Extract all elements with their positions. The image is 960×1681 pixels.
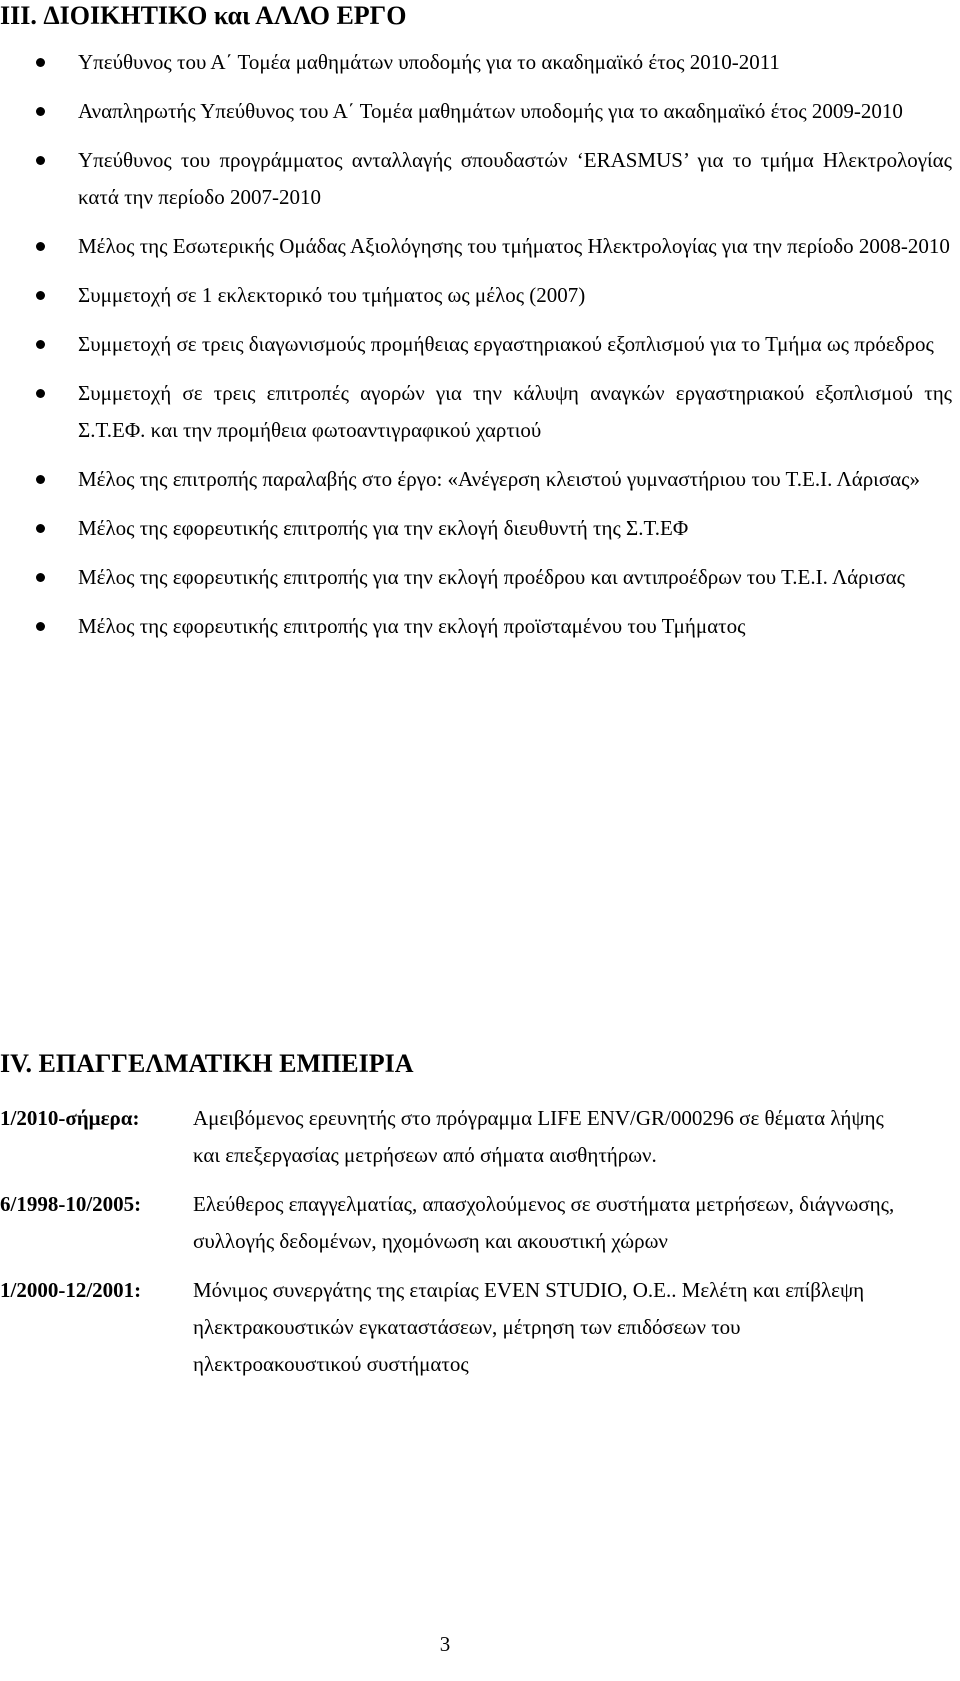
bullet-icon	[36, 573, 45, 582]
bullet-icon	[36, 340, 45, 349]
bullet-icon	[36, 58, 45, 67]
experience-description: Ελεύθερος επαγγελματίας, απασχολούμενος σε συστήματα μετρήσεων, διάγνωσης, συλλογής δεδομένων, ηχομόνωση και ακουστική χώρων	[193, 1192, 895, 1253]
experience-description: Μόνιμος συνεργάτης της εταιρίας EVEN STUDIO, O.E.. Μελέτη και επίβλεψη ηλεκτρακουστικών εγκαταστάσεων, μέτρηση των επιδόσεων του ηλεκτροακουστικού συστήματος	[193, 1278, 865, 1376]
list-item-text: Μέλος της Εσωτερικής Ομάδας Αξιολόγησης του τμήματος Ηλεκτρολογίας για την περίοδο 2008-2010	[78, 234, 950, 258]
list-item	[0, 375, 960, 449]
list-item-text: Υπεύθυνος του Α΄ Τομέα μαθημάτων υποδομής για το ακαδημαϊκό έτος 2010-2011	[78, 50, 780, 74]
list-item	[0, 44, 960, 81]
experience-entry	[0, 1100, 960, 1174]
bullet-icon	[36, 389, 45, 398]
list-item	[0, 277, 960, 314]
section-iii-heading: III. ΔΙΟΙΚΗΤΙΚΟ και ΑΛΛΟ ΕΡΓΟ	[0, 1, 407, 30]
bullet-icon	[36, 524, 45, 533]
experience-description: Αμειβόμενος ερευνητής στο πρόγραμμα LIFE ENV/GR/000296 σε θέματα λήψης και επεξεργασίας μετρήσεων από σήματα αισθητήρων.	[193, 1106, 884, 1167]
experience-period: 1/2010-σήμερα:	[0, 1106, 140, 1130]
experience-period: 1/2000-12/2001:	[0, 1278, 142, 1302]
list-item	[0, 93, 960, 130]
list-item-text: Συμμετοχή σε 1 εκλεκτορικό του τμήματος ως μέλος (2007)	[78, 283, 586, 307]
experience-list	[0, 1100, 960, 1395]
administrative-work-list	[0, 44, 960, 657]
list-item-text: Μέλος της εφορευτικής επιτροπής για την εκλογή προέδρου και αντιπροέδρων του Τ.Ε.Ι. Λάρισας	[78, 565, 905, 589]
bullet-icon	[36, 475, 45, 484]
experience-entry	[0, 1186, 960, 1260]
list-item-text: Συμμετοχή σε τρεις διαγωνισμούς προμήθειας εργαστηριακού εξοπλισμού για το Τμήμα ως πρόεδρος	[78, 332, 934, 356]
bullet-icon	[36, 291, 45, 300]
list-item	[0, 510, 960, 547]
page-number: 3	[439, 1632, 451, 1656]
list-item-text: Συμμετοχή σε τρεις επιτροπές αγορών για την κάλυψη αναγκών εργαστηριακού εξοπλισμού της Σ.Τ.ΕΦ. και την προμήθεια φωτοαντιγραφικού χαρτιού	[78, 381, 952, 442]
bullet-icon	[36, 622, 45, 631]
list-item	[0, 142, 960, 216]
list-item-text: Μέλος της εφορευτικής επιτροπής για την εκλογή διευθυντή της Σ.Τ.ΕΦ	[78, 516, 689, 540]
list-item-text: Μέλος της εφορευτικής επιτροπής για την εκλογή προϊσταμένου του Τμήματος	[78, 614, 746, 638]
bullet-icon	[36, 156, 45, 165]
list-item	[0, 228, 960, 265]
list-item-text: Αναπληρωτής Υπεύθυνος του Α΄ Τομέα μαθημάτων υποδομής για το ακαδημαϊκό έτος 2009-2010	[78, 99, 903, 123]
list-item	[0, 461, 960, 498]
list-item-text: Υπεύθυνος του προγράμματος ανταλλαγής σπουδαστών ‘ERASMUS’ για το τμήμα Ηλεκτρολογίας κατά την περίοδο 2007-2010	[78, 148, 952, 209]
experience-entry	[0, 1272, 960, 1383]
section-iv-heading: IV. ΕΠΑΓΓΕΛΜΑΤΙΚΗ ΕΜΠΕΙΡΙΑ	[0, 1049, 414, 1078]
list-item	[0, 608, 960, 645]
experience-period: 6/1998-10/2005:	[0, 1192, 142, 1216]
bullet-icon	[36, 242, 45, 251]
list-item-text: Μέλος της επιτροπής παραλαβής στο έργο: «Ανέγερση κλειστού γυμναστήριου του Τ.Ε.Ι. Λάρισας»	[78, 467, 920, 491]
list-item	[0, 559, 960, 596]
bullet-icon	[36, 107, 45, 116]
list-item	[0, 326, 960, 363]
